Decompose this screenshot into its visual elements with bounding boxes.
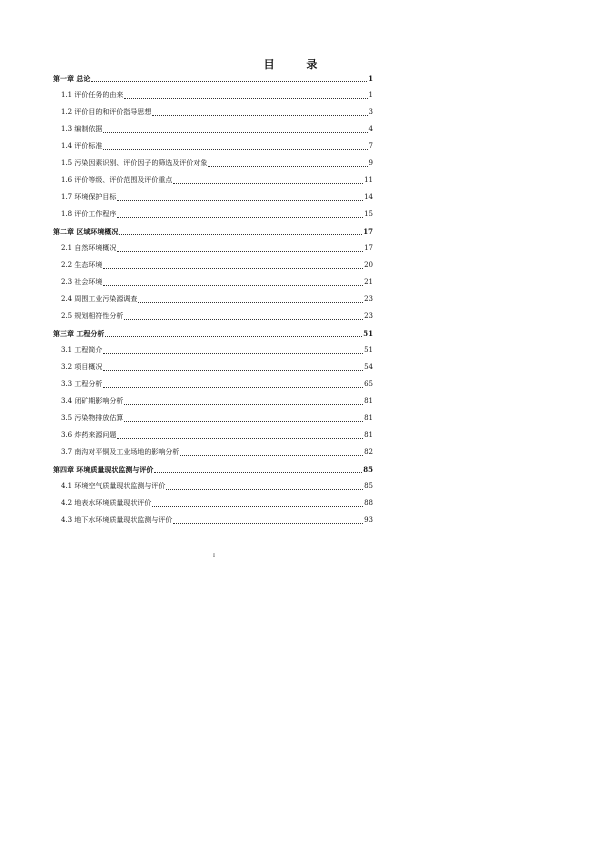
toc-section-entry[interactable]: [53, 312, 373, 321]
toc-entry-label: 第三章 工程分析: [53, 329, 105, 338]
toc-entry-page: 4: [368, 125, 373, 133]
toc-entry-label: 3.6 炸药来源问题: [61, 431, 117, 439]
toc-dot-leader: [152, 500, 363, 507]
toc-section-entry[interactable]: [53, 482, 373, 491]
toc-entry-page: 23: [364, 295, 373, 303]
toc-section-entry[interactable]: [53, 176, 373, 185]
toc-entry-page: 15: [364, 210, 373, 218]
toc-entry-label: 1.2 评价目的和评价指导思想: [61, 108, 152, 116]
toc-entry-label: 3.5 污染物排放估算: [61, 414, 124, 422]
toc-entry-page: 1: [368, 74, 373, 83]
toc-entry-label: 1.7 环境保护目标: [61, 193, 117, 201]
toc-entry-label: 1.4 评价标准: [61, 142, 103, 150]
toc-dot-leader: [117, 245, 363, 252]
toc-entry-page: 7: [368, 142, 373, 150]
toc-dot-leader: [117, 194, 363, 201]
toc-entry-label: 1.8 评价工作程序: [61, 210, 117, 218]
toc-entry-label: 1.1 评价任务的由来: [61, 91, 124, 99]
toc-dot-leader: [103, 279, 363, 286]
toc-entry-page: 9: [368, 159, 373, 167]
toc-section-entry[interactable]: [53, 210, 373, 219]
toc-entry-page: 51: [363, 329, 373, 338]
toc-entry-page: 54: [364, 363, 373, 371]
toc-dot-leader: [103, 381, 363, 388]
toc-dot-leader: [124, 398, 363, 405]
toc-chapter-entry[interactable]: [53, 74, 373, 83]
toc-entry-page: 81: [364, 414, 373, 422]
toc-entry-label: 3.4 闭矿期影响分析: [61, 397, 124, 405]
toc-dot-leader: [117, 432, 363, 439]
toc-section-entry[interactable]: [53, 448, 373, 457]
toc-dot-leader: [152, 109, 367, 116]
toc-entry-label: 2.1 自然环境概况: [61, 244, 117, 252]
toc-chapter-entry[interactable]: [53, 227, 373, 236]
toc-dot-leader: [138, 296, 363, 303]
toc-section-entry[interactable]: [53, 431, 373, 440]
toc-section-entry[interactable]: [53, 91, 373, 100]
toc-entry-label: 4.1 环境空气质量现状监测与评价: [61, 482, 166, 490]
toc-section-entry[interactable]: [53, 193, 373, 202]
toc-dot-leader: [173, 177, 363, 184]
toc-entry-label: 3.1 工程简介: [61, 346, 103, 354]
toc-entry-page: 21: [364, 278, 373, 286]
toc-entry-label: 2.5 规划相符性分析: [61, 312, 124, 320]
toc-section-entry[interactable]: [53, 346, 373, 355]
toc-entry-page: 81: [364, 397, 373, 405]
toc-section-entry[interactable]: [53, 125, 373, 134]
toc-dot-leader: [124, 92, 367, 99]
toc-entry-page: 1: [368, 91, 373, 99]
toc-dot-leader: [105, 330, 362, 337]
toc-entry-page: 65: [364, 380, 373, 388]
toc-entry-page: 93: [364, 516, 373, 524]
toc-entry-page: 14: [364, 193, 373, 201]
toc-section-entry[interactable]: [53, 261, 373, 270]
toc-entry-page: 23: [364, 312, 373, 320]
toc-section-entry[interactable]: [53, 397, 373, 406]
toc-entry-label: 第一章 总论: [53, 74, 91, 83]
toc-entry-page: 3: [368, 108, 373, 116]
toc-dot-leader: [124, 415, 363, 422]
toc-dot-leader: [103, 364, 363, 371]
toc-dot-leader: [117, 211, 363, 218]
toc-dot-leader: [103, 126, 367, 133]
toc-entry-page: 85: [364, 482, 373, 490]
toc-section-entry[interactable]: [53, 278, 373, 287]
toc-entry-label: 第四章 环境质量现状监测与评价: [53, 465, 154, 474]
toc-entry-label: 1.5 污染因素识别、评价因子的筛选及评价对象: [61, 159, 208, 167]
toc-dot-leader: [103, 143, 367, 150]
toc-entry-page: 20: [364, 261, 373, 269]
toc-section-entry[interactable]: [53, 499, 373, 508]
toc-entry-label: 3.3 工程分析: [61, 380, 103, 388]
toc-dot-leader: [103, 262, 363, 269]
toc-entry-page: 17: [363, 227, 373, 236]
page-title: 目 录: [263, 58, 332, 71]
toc-dot-leader: [91, 75, 367, 82]
toc-section-entry[interactable]: [53, 414, 373, 423]
toc-dot-leader: [119, 228, 362, 235]
toc-entry-page: 85: [363, 465, 373, 474]
table-of-contents: [53, 74, 373, 533]
toc-section-entry[interactable]: [53, 108, 373, 117]
toc-dot-leader: [180, 449, 363, 456]
toc-chapter-entry[interactable]: [53, 465, 373, 474]
toc-section-entry[interactable]: [53, 516, 373, 525]
toc-chapter-entry[interactable]: [53, 329, 373, 338]
toc-section-entry[interactable]: [53, 295, 373, 304]
toc-entry-label: 4.3 地下水环境质量现状监测与评价: [61, 516, 173, 524]
toc-dot-leader: [154, 466, 362, 473]
toc-entry-page: 11: [364, 176, 373, 184]
toc-section-entry[interactable]: [53, 159, 373, 168]
toc-section-entry[interactable]: [53, 244, 373, 253]
toc-dot-leader: [124, 313, 363, 320]
toc-dot-leader: [166, 483, 363, 490]
toc-dot-leader: [173, 517, 363, 524]
toc-entry-label: 第二章 区域环境概况: [53, 227, 119, 236]
page-number: I: [213, 553, 215, 559]
toc-entry-page: 17: [364, 244, 373, 252]
toc-entry-label: 3.2 项目概况: [61, 363, 103, 371]
toc-dot-leader: [103, 347, 363, 354]
toc-section-entry[interactable]: [53, 142, 373, 151]
toc-section-entry[interactable]: [53, 363, 373, 372]
toc-entry-label: 2.2 生态环境: [61, 261, 103, 269]
toc-entry-page: 82: [364, 448, 373, 456]
toc-section-entry[interactable]: [53, 380, 373, 389]
toc-entry-label: 2.3 社会环境: [61, 278, 103, 286]
toc-dot-leader: [208, 160, 367, 167]
toc-entry-label: 4.2 地表水环境质量现状评价: [61, 499, 152, 507]
toc-entry-label: 1.6 评价等级、评价范围及评价重点: [61, 176, 173, 184]
toc-entry-page: 88: [364, 499, 373, 507]
toc-entry-page: 81: [364, 431, 373, 439]
toc-entry-page: 51: [364, 346, 373, 354]
toc-entry-label: 1.3 编制依据: [61, 125, 103, 133]
toc-entry-label: 2.4 周围工业污染源调查: [61, 295, 138, 303]
toc-entry-label: 3.7 南沟对平铜及工业场地的影响分析: [61, 448, 180, 456]
